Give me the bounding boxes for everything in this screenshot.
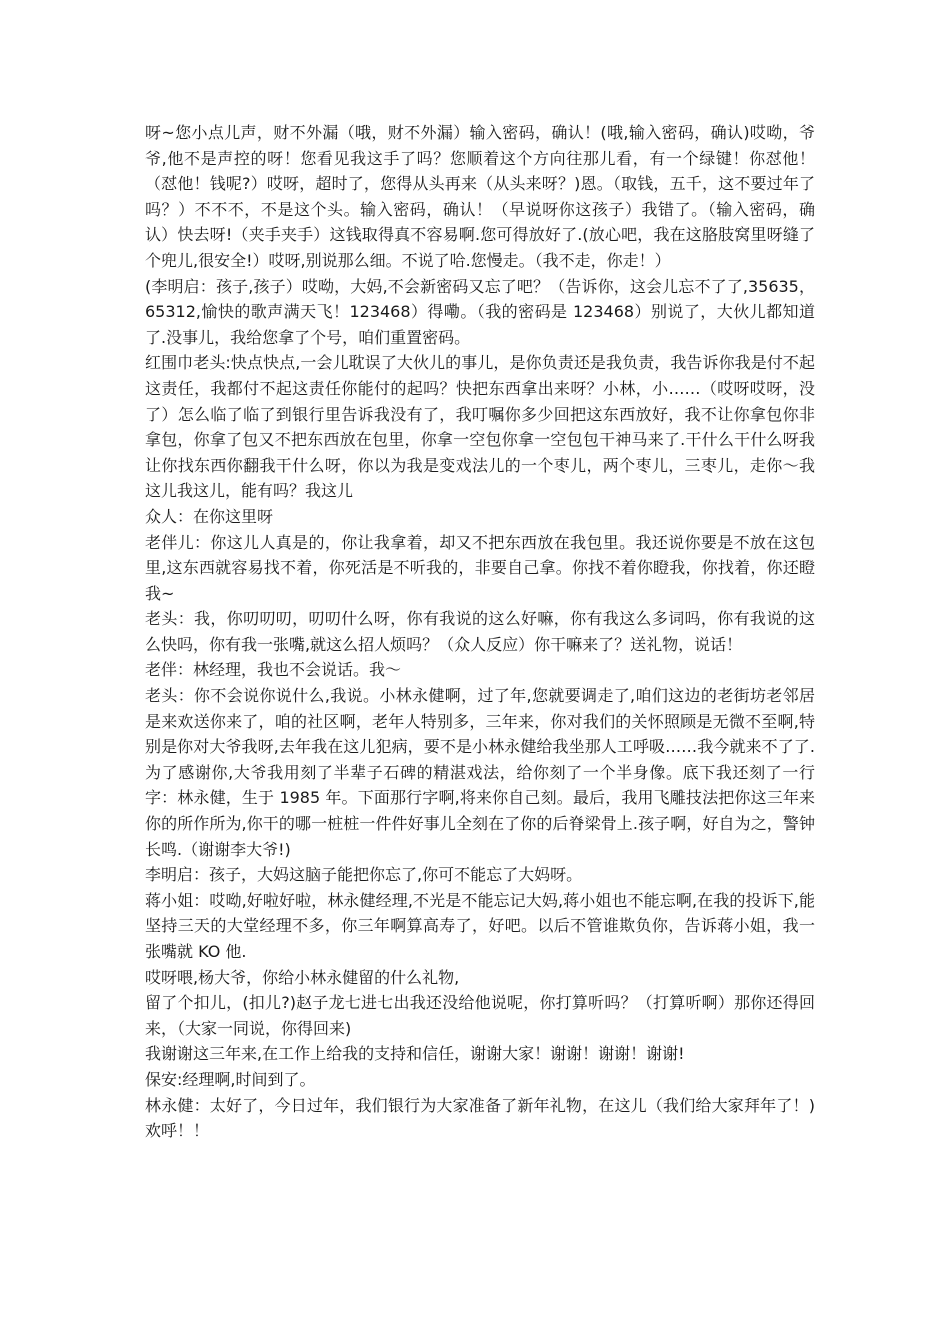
paragraph-uncle-yang-gift: 留了个扣儿，(扣儿?)赵子龙七进七出我还没给他说呢，你打算听吗？（打算听啊）那你还得回来，（大家一同说，你得回来) [145,993,815,1038]
paragraph-old-partner-manager: 老伴：林经理，我也不会说话。我～ [145,660,402,680]
paragraph-thanks: 我谢谢这三年来,在工作上给我的支持和信任，谢谢大家！谢谢！谢谢！谢谢! [145,1044,685,1064]
paragraph-crowd: 众人：在你这里呀 [145,506,274,526]
paragraph-old-partner: 老伴儿：你这儿人真是的，你让我拿着，却又不把东西放在我包里。我还说你要是不放在这包里,这东西就容易找不着，你死活是不听我的，非要自己拿。你找不着你瞪我，你找着，你还瞪我~ [145,532,815,603]
paragraph-red-scarf-old-man: 红围巾老头:快点快点,一会儿耽误了大伙儿的事儿，是你负责还是我负责，我告诉你我是付不起这责任，我都付不起这责任你能付的起吗？快把东西拿出来呀？小林，小……（哎呀哎呀，没了）怎么临了临了到银行里告诉我没有了，我叮嘱你多少回把这东西放好，我不让你拿包你非拿包，你拿了包又不把东西放在包里，你拿一空包你拿一空包包干神马来了.干什么干什么呀我让你找东西你翻我干什么呀，你以为我是变戏法儿的一个枣儿，两个枣儿，三枣儿，走你～我这儿我这儿，能有吗？我这儿 [145,353,815,501]
paragraph-li-mingqi-remember: 李明启：孩子，大妈这脑子能把你忘了,你可不能忘了大妈呀。 [145,865,583,885]
paragraph-old-man-farewell: 老头：你不会说你说什么,我说。小林永健啊，过了年,您就要调走了,咱们这边的老街坊老邻居是来欢送你来了，咱的社区啊，老年人特别多，三年来，你对我们的关怀照顾是无微不至啊,特别是你对大爷我呀,去年我在这儿犯病，要不是小林永健给我坐那人工呼吸……我今就来不了了.为了感谢你,大爷我用刻了半辈子石碑的精湛戏法，给你刻了一个半身像。底下我还刻了一行字：林永健，生于 1985 年。下面那行字啊,将来你自己刻。最后，我用飞雕技法把你这三年来你的所作所为,你干的哪一桩桩一件件好事儿全刻在了你的后脊梁骨上.孩子啊，好自为之，警钟长鸣.（谢谢李大爷!) [145,686,815,859]
paragraph-li-mingqi-password: (李明启：孩子,孩子）哎呦，大妈,不会新密码又忘了吧？（告诉你，这会儿忘不了了,35635，65312,愉快的歌声满天飞！123468）得嘞。（我的密码是 123468）别说了，大伙儿都知道了.没事儿，我给您拿了个号，咱们重置密码。 [145,276,815,347]
paragraph-security-guard: 保安:经理啊,时间到了。 [145,1069,316,1089]
paragraph-atm-dialogue: 呀~您小点儿声，财不外漏（哦，财不外漏）输入密码，确认！(哦,输入密码，确认)哎呦，爷爷,他不是声控的呀！您看见我这手了吗？您顺着这个方向往那儿看，有一个绿键！你怼他！（怼他！钱呢?）哎呀，超时了，您得从头再来（从头来呀？)恩。（取钱，五千，这不要过年了吗？）不不不，不是这个头。输入密码，确认！（早说呀你这孩子）我错了。（输入密码，确认）快去呀!（夹手夹手）这钱取得真不容易啊.您可得放好了.(放心吧，我在这胳肢窝里呀缝了个兜儿,很安全!）哎呀,别说那么细。不说了哈.您慢走。（我不走，你走！） [145,123,815,270]
paragraph-uncle-yang-question: 哎呀喂,杨大爷，你给小林永健留的什么礼物, [145,967,460,987]
paragraph-miss-jiang: 蒋小姐：哎呦,好啦好啦，林永健经理,不光是不能忘记大妈,蒋小姐也不能忘啊,在我的投诉下,能坚持三天的大堂经理不多，你三年啊算高寿了，好吧。以后不管谁欺负你，告诉蒋小姐，我一张嘴就 KO 他. [145,890,815,961]
paragraph-old-man-reply: 老头：我，你叨叨叨，叨叨什么呀，你有我说的这么好嘛，你有我这么多词吗，你有我说的这么快吗，你有我一张嘴,就这么招人烦吗？（众人反应）你干嘛来了？送礼物，说话！ [145,609,815,654]
paragraph-lin-yongjian: 林永健：太好了，今日过年，我们银行为大家准备了新年礼物，在这儿（我们给大家拜年了！)欢呼！！ [145,1095,815,1141]
document-page [145,120,815,1144]
